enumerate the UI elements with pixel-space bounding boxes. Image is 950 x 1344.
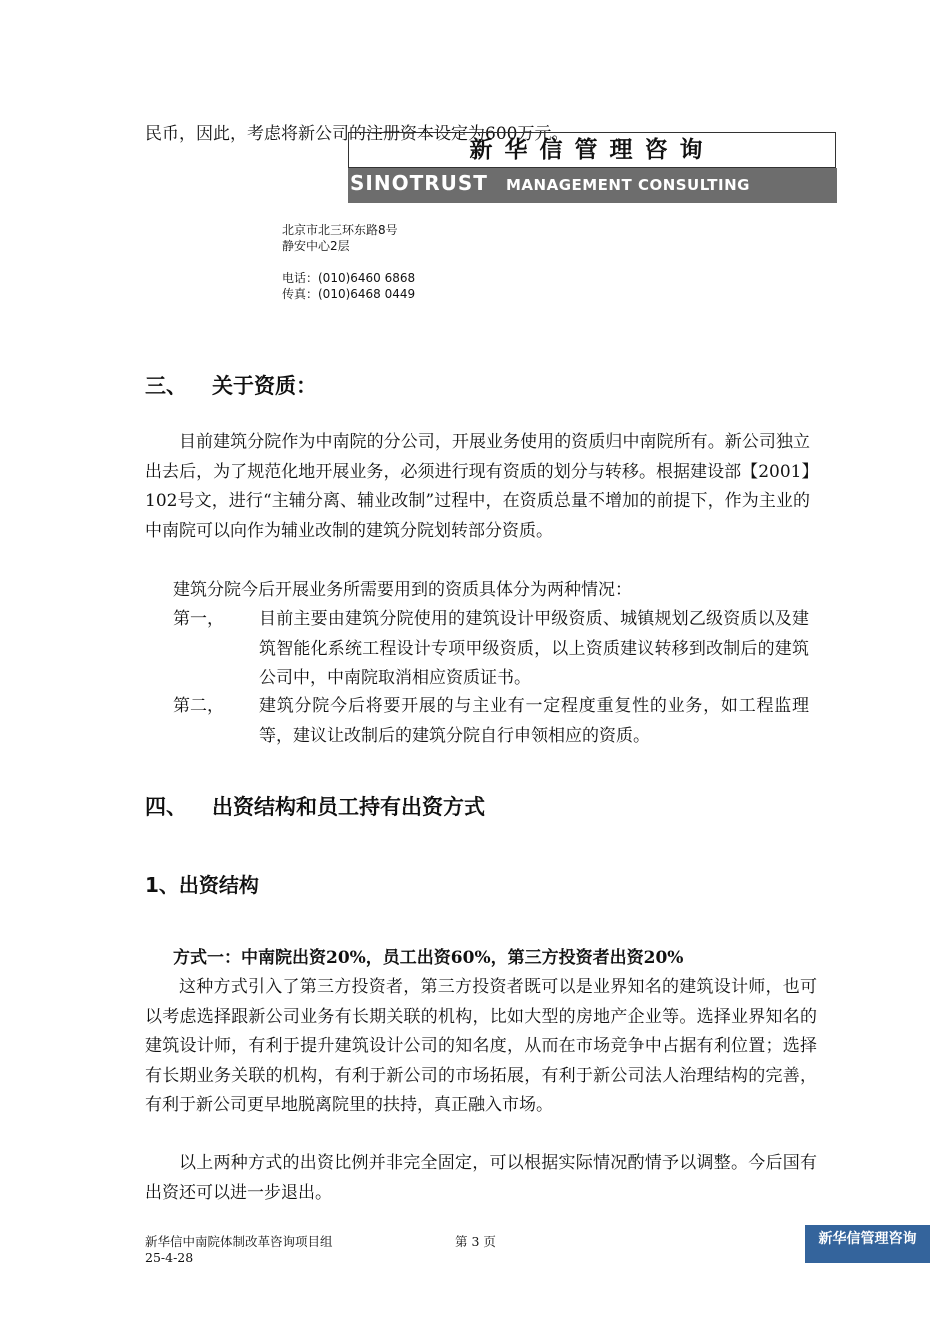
section3-paragraph-1: 目前建筑分院作为中南院的分公司，开展业务使用的资质归中南院所有。新公司独立出去后，为了规范化地开展业务，必须进行现有资质的划分与转移。根据建设部【2001】102号文，进行“主辅分离、辅业改制”过程中，在资质总量不增加的前提下，作为主业的中南院可以向作为辅业改制的建筑分院划转部分资质。 (145, 432, 810, 541)
method-title: 方式一：中南院出资20%，员工出资60%，第三方投资者出资20% (173, 948, 684, 968)
letterhead-name-en-1: SINOTRUST (350, 171, 488, 195)
footer-project: 新华信中南院体制改革咨询项目组 (145, 1234, 333, 1249)
section4-title: 出资结构和员工持有出资方式 (212, 795, 485, 819)
section4-paragraph-1: 这种方式引入了第三方投资者，第三方投资者既可以是业界知名的建筑设计师，也可以考虑选择跟新公司业务有长期关联的机构，比如大型的房地产企业等。选择业界知名的建筑设计师，有利于提升建筑设计公司的知名度，从而在市场竞争中占据有利位置；选择有长期业务关联的机构，有利于新公司的市场拓展，有利于新公司法人治理结构的完善，有利于新公司更早地脱离院里的扶持，真正融入市场。 (145, 977, 817, 1115)
address-line-2: 静安中心2层 (282, 239, 350, 253)
section4-paragraph-2: 以上两种方式的出资比例并非完全固定，可以根据实际情况酌情予以调整。今后国有出资还可以进一步退出。 (145, 1153, 817, 1203)
section3-title: 关于资质： (212, 374, 317, 398)
top-line: 民币，因此，考虑将新公司的注册资本设定为600万元。 (145, 124, 569, 144)
section3-paragraph-2: 建筑分院今后开展业务所需要用到的资质具体分为两种情况： (173, 580, 632, 600)
item-2-label: 第二， (173, 696, 224, 716)
item-1-label: 第一， (173, 609, 224, 629)
letterhead-name-cn: 新华信管理咨询 (469, 137, 715, 163)
item-2-text: 建筑分院今后将要开展的与主业有一定程度重复性的业务，如工程监理等，建议让改制后的建筑分院自行申领相应的资质。 (259, 696, 809, 746)
item-1-text: 目前主要由建筑分院使用的建筑设计甲级资质、城镇规划乙级资质以及建筑智能化系统工程设计专项甲级资质，以上资质建议转移到改制后的建筑公司中，中南院取消相应资质证书。 (259, 609, 809, 688)
section4-subtitle: 1、出资结构 (145, 873, 259, 897)
address-line-1: 北京市北三环东路8号 (282, 223, 398, 237)
letterhead-name-en-2: MANAGEMENT CONSULTING (506, 176, 750, 194)
footer-date: 25-4-28 (145, 1250, 194, 1265)
section4-number: 四、 (145, 795, 187, 819)
phone-line: 电话：(010)6460 6868 (282, 271, 416, 285)
fax-line: 传真：(010)6468 0449 (282, 287, 416, 301)
footer-brand-badge: 新华信管理咨询 (805, 1225, 930, 1263)
section3-number: 三、 (145, 374, 187, 398)
footer-page-number: 第 3 页 (455, 1234, 496, 1249)
